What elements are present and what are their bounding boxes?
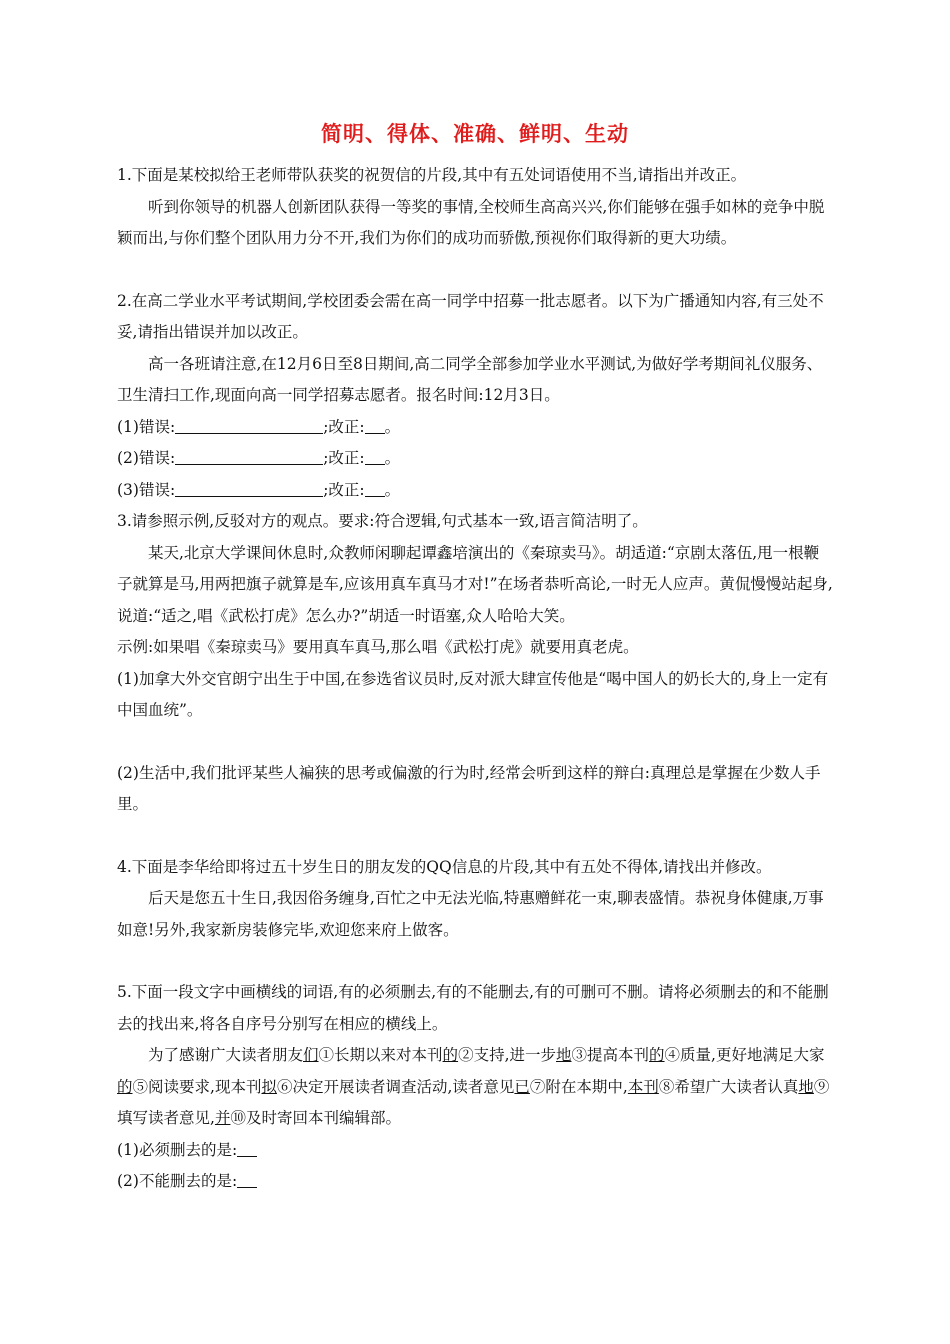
item-label: (3)错误: — [117, 480, 176, 499]
document-page — [117, 118, 833, 1198]
q1-passage: 听到你领导的机器人创新团队获得一等奖的事情,全校师生高高兴兴,你们能够在强手如林的竞争中脱颖而出,与你们整个团队用力分不开,我们为你们的成功而骄傲,预视你们取得新的更大功绩。 — [117, 197, 825, 247]
q5-passage — [117, 1040, 833, 1135]
item-end: 。 — [384, 417, 401, 436]
item-end: 。 — [384, 480, 401, 499]
item-mid: ;改正: — [323, 449, 365, 467]
q3-prompt: 3.请参照示例,反驳对方的观点。要求:符合逻辑,句式基本一致,语言简洁明了。 — [117, 512, 648, 530]
blank-line[interactable] — [175, 419, 323, 434]
blank-line[interactable] — [237, 1142, 257, 1157]
blank-line[interactable] — [365, 419, 385, 434]
answer-space — [117, 255, 833, 286]
q2-passage: 高一各班请注意,在12月6日至8日期间,高二同学全部参加学业水平测试,为做好学考期间礼仪服务、卫生清扫工作,现面向高一同学招募志愿者。报名时间:12月3日。 — [117, 354, 823, 404]
item-label: (1)错误: — [117, 417, 176, 436]
passage-text: ⑧希望广大读者认真 — [658, 1077, 799, 1096]
answer-space — [117, 821, 833, 852]
passage-text: ①长期以来对本刊 — [318, 1046, 443, 1064]
blank-line[interactable] — [175, 450, 323, 465]
answer-space — [117, 727, 833, 758]
passage-text: ⑤阅读要求,现本刊 — [132, 1077, 262, 1096]
passage-text: ④质量,更好地满足大家 — [664, 1046, 825, 1064]
q2-item-1 — [117, 412, 833, 444]
underlined-word: 的 — [117, 1077, 133, 1096]
underlined-word: 本刊 — [627, 1077, 659, 1096]
answer-space — [117, 946, 833, 977]
passage-text: ③提高本刊 — [571, 1046, 650, 1064]
item-mid: ;改正: — [323, 480, 365, 499]
blank-line[interactable] — [237, 1173, 257, 1188]
underlined-word: 的 — [649, 1046, 665, 1064]
blank-line[interactable] — [175, 482, 323, 497]
item-label: (2)错误: — [117, 449, 176, 467]
answer-label: (1)必须删去的是: — [117, 1140, 238, 1159]
answer-label: (2)不能删去的是: — [117, 1172, 238, 1190]
blank-line[interactable] — [365, 482, 385, 497]
underlined-word: 的 — [442, 1046, 459, 1064]
q3-example: 示例:如果唱《秦琼卖马》要用真车真马,那么唱《武松打虎》就要用真老虎。 — [117, 638, 639, 656]
q5-answer-2 — [117, 1166, 833, 1198]
passage-text: ⑥决定开展读者调查活动,读者意见 — [276, 1077, 515, 1096]
q2-prompt: 2.在高二学业水平考试期间,学校团委会需在高一同学中招募一批志愿者。以下为广播通知内容,有三处不妥,请指出错误并加以改正。 — [117, 291, 824, 341]
underlined-word: 已 — [514, 1077, 530, 1096]
blank-line[interactable] — [365, 450, 385, 465]
q4-prompt: 4.下面是李华给即将过五十岁生日的朋友发的QQ信息的片段,其中有五处不得体,请找出并修改。 — [117, 857, 772, 876]
q3-sub2: (2)生活中,我们批评某些人褊狭的思考或偏激的行为时,经常会听到这样的辩白:真理总是掌握在少数人手里。 — [117, 763, 821, 813]
passage-text: 为了感谢广大读者朋友 — [148, 1046, 304, 1064]
q3-passage: 某天,北京大学课间休息时,众教师闲聊起谭鑫培演出的《秦琼卖马》。胡适道:“京剧太落伍,甩一根鞭子就算是马,用两把旗子就算是车,应该用真车真马才对!”在场者恭听高论,一时无人应声。黄侃慢慢站起身,说道:“适之,唱《武松打虎》怎么办?”胡适一时语塞,众人哈哈大笑。 — [117, 543, 833, 625]
page-title: 简明、得体、准确、鲜明、生动 — [321, 122, 629, 146]
passage-text: ⑩及时寄回本刊编辑部。 — [230, 1109, 401, 1127]
underlined-word: 们 — [303, 1046, 319, 1064]
q2-item-3 — [117, 475, 833, 507]
passage-text: ②支持,进一步 — [458, 1046, 556, 1064]
q4-passage: 后天是您五十生日,我因俗务缠身,百忙之中无法光临,特惠赠鲜花一束,聊表盛情。恭祝身体健康,万事如意!另外,我家新房装修完毕,欢迎您来府上做客。 — [117, 889, 824, 939]
underlined-word: 拟 — [261, 1077, 277, 1096]
q5-answer-1 — [117, 1135, 833, 1167]
q3-sub1: (1)加拿大外交官朗宁出生于中国,在参选省议员时,反对派大肆宣传他是“喝中国人的奶长大的,身上一定有中国血统”。 — [117, 669, 829, 719]
q1-prompt: 1.下面是某校拟给王老师带队获奖的祝贺信的片段,其中有五处词语使用不当,请指出并改正。 — [117, 166, 747, 184]
underlined-word: 地 — [556, 1046, 572, 1064]
underlined-word: 地 — [798, 1077, 814, 1096]
passage-text: ⑦附在本期中, — [529, 1077, 628, 1096]
passage-text: ⑨填写读者意见, — [117, 1077, 830, 1127]
item-mid: ;改正: — [323, 417, 365, 436]
underlined-word: 并 — [214, 1109, 231, 1127]
q5-prompt: 5.下面一段文字中画横线的词语,有的必须删去,有的不能删去,有的可删可不删。请将必须删去的和不能删去的找出来,将各自序号分别写在相应的横线上。 — [117, 983, 829, 1033]
q2-item-2 — [117, 443, 833, 475]
item-end: 。 — [384, 449, 401, 467]
